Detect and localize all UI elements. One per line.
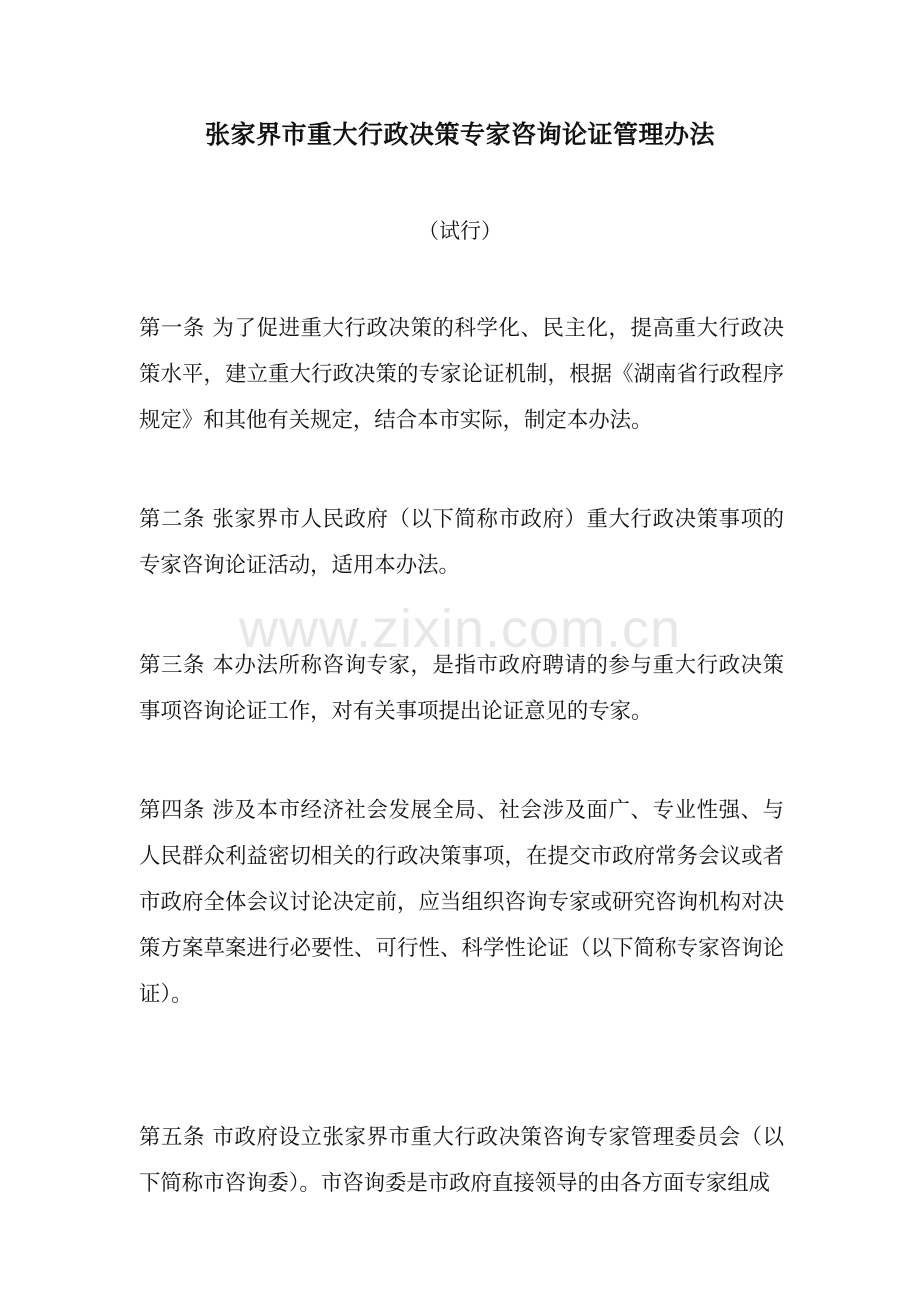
article-2: 第二条 张家界市人民政府（以下简称市政府）重大行政决策事项的专家咨询论证活动，适用本办法。	[139, 507, 784, 578]
document-subtitle: （试行）	[418, 219, 502, 243]
article-4: 第四条 涉及本市经济社会发展全局、社会涉及面广、专业性强、与人民群众利益密切相关的行政决策事项，在提交市政府常务会议或者市政府全体会议讨论决定前，应当组织咨询专家或研究咨询机构对决策方案草案进行必要性、可行性、科学性论证（以下简称专家咨询论证）。	[139, 798, 784, 1007]
article-3: 第三条 本办法所称咨询专家，是指市政府聘请的参与重大行政决策事项咨询论证工作，对有关事项提出论证意见的专家。	[139, 653, 784, 724]
watermark: www.zixin.com.cn	[238, 599, 682, 659]
article-1: 第一条 为了促进重大行政决策的科学化、民主化，提高重大行政决策水平，建立重大行政决策的专家论证机制，根据《湖南省行政程序规定》和其他有关规定，结合本市实际，制定本办法。	[139, 316, 784, 433]
article-5: 第五条 市政府设立张家界市重大行政决策咨询专家管理委员会（以下简称市咨询委）。市咨询委是市政府直接领导的由各方面专家组成	[139, 1125, 784, 1196]
document-title: 张家界市重大行政决策专家咨询论证管理办法	[204, 120, 715, 149]
